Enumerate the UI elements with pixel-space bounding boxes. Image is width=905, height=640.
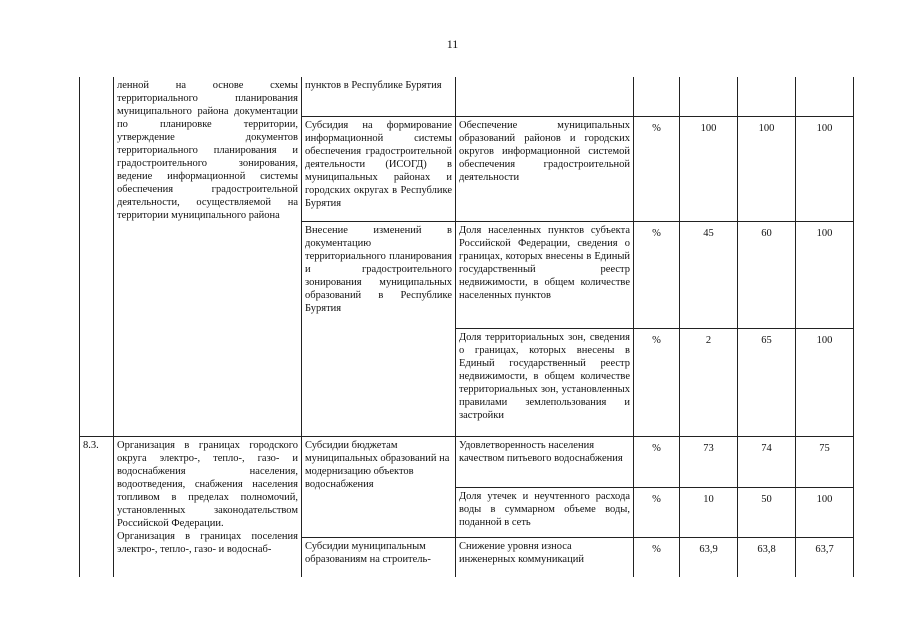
- value-2021: 63,7: [796, 537, 854, 577]
- value-2019: 63,9: [680, 537, 738, 577]
- authority-text-1: Организация в границах городского округа электро-, тепло-, газо- и водоснабжения населения, водоотведения, снабжения населения топливом в пределах полномочий, установленных законодательством Российской Федерации.: [117, 439, 298, 529]
- value-2021: 100: [796, 487, 854, 537]
- authority-text-2: Организация в границах поселения электро-, тепло-, газо- и водоснаб-: [117, 530, 298, 555]
- program-table: [79, 77, 854, 577]
- unit-cell: %: [634, 221, 680, 328]
- unit-cell: %: [634, 116, 680, 221]
- authority-cell: [114, 436, 302, 577]
- value-2020: 50: [738, 487, 796, 537]
- indicator-cell: Снижение уровня износа инженерных коммуникаций: [456, 537, 634, 577]
- page-number: 11: [446, 37, 459, 51]
- value-2021: 75: [796, 436, 854, 487]
- indicator-cell: Обеспечение муниципальных образований районов и городских округов информационной системой обеспечения градостроительной деятельности: [456, 116, 634, 221]
- value-2020: 65: [738, 328, 796, 436]
- measure-cell: пунктов в Республике Бурятия: [302, 77, 456, 116]
- value-2021: 100: [796, 116, 854, 221]
- value-cell: [680, 77, 738, 116]
- unit-cell: %: [634, 436, 680, 487]
- authority-cell: ленной на основе схемы территориального планирования муниципального района документации по планировке территории, утверждение документов территориального планирования и градостроительного зонирования, ведение информационной системы обеспечения градостроительной деятельности, осуществляемой на территории муниципального района: [114, 77, 302, 436]
- value-2021: 100: [796, 328, 854, 436]
- value-2020: 100: [738, 116, 796, 221]
- measure-cell: Субсидии муниципальным образованиям на строитель-: [302, 537, 456, 577]
- unit-cell: %: [634, 537, 680, 577]
- unit-cell: %: [634, 328, 680, 436]
- value-cell: [796, 77, 854, 116]
- indicator-cell: Доля населенных пунктов субъекта Российской Федерации, сведения о границах, которых внесены в Единый государственный реестр недвижимости, в общем количестве населенных пунктов: [456, 221, 634, 328]
- value-2021: 100: [796, 221, 854, 328]
- value-2019: 73: [680, 436, 738, 487]
- indicator-cell: [456, 77, 634, 116]
- row-number-cell: [80, 77, 114, 436]
- value-2019: 2: [680, 328, 738, 436]
- value-2019: 100: [680, 116, 738, 221]
- table-row: [80, 436, 854, 487]
- unit-cell: %: [634, 487, 680, 537]
- value-2020: 74: [738, 436, 796, 487]
- measure-cell: Субсидии бюджетам муниципальных образований на модернизацию объектов водоснабжения: [302, 436, 456, 537]
- value-2020: 63,8: [738, 537, 796, 577]
- value-2019: 10: [680, 487, 738, 537]
- measure-cell: Внесение изменений в документацию территориального планирования и градостроительного зонирования муниципальных образований в Республике Бурятия: [302, 221, 456, 436]
- table-row: [80, 77, 854, 116]
- value-2019: 45: [680, 221, 738, 328]
- unit-cell: [634, 77, 680, 116]
- indicator-cell: Удовлетворенность населения качеством питьевого водоснабжения: [456, 436, 634, 487]
- value-2020: 60: [738, 221, 796, 328]
- measure-cell: Субсидия на формирование информационной системы обеспечения градостроительной деятельности (ИСОГД) в муниципальных районах и городских округах в Республике Бурятия: [302, 116, 456, 221]
- value-cell: [738, 77, 796, 116]
- indicator-cell: Доля утечек и неучтенного расхода воды в суммарном объеме воды, поданной в сеть: [456, 487, 634, 537]
- indicator-cell: Доля территориальных зон, сведения о границах, которых внесены в Единый государственный реестр недвижимости, в общем количестве территориальных зон, установленных правилами землепользования и застройки: [456, 328, 634, 436]
- row-number-cell: 8.3.: [80, 436, 114, 577]
